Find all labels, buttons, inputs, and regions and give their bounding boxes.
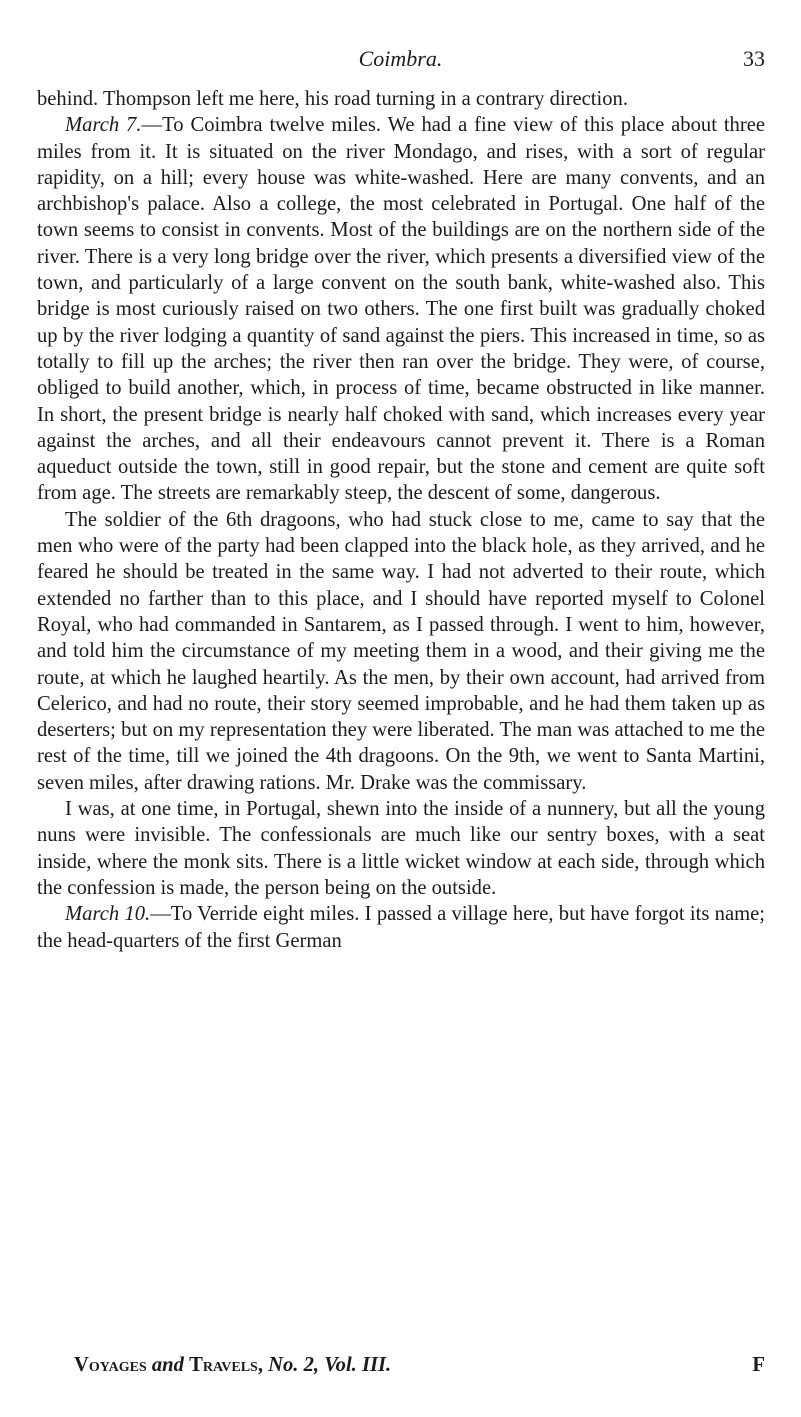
page-header — [0, 46, 801, 76]
paragraph-text: behind. Thompson left me here, his road turning in a contrary direction. — [37, 88, 628, 110]
paragraph-text: —To Verride eight miles. I passed a village here, but have forgot its name; the head-quarters of the first German — [37, 903, 765, 952]
paragraph — [37, 901, 765, 954]
paragraph-text: I was, at one time, in Portugal, shewn into the inside of a nunnery, but all the young nuns were invisible. The confessionals are much like our sentry boxes, with a seat inside, where the monk sits. There is a little wicket window at each side, through which the confession is made, the person being on the outside. — [37, 798, 765, 899]
paragraph-text: —To Coimbra twelve miles. We had a fine view of this place about three miles from it. It is situated on the river Mondago, and rises, with a sort of regular rapidity, on a hill; every house was white-washed. Here are many convents, and an archbishop's palace. Also a college, the most celebrated in Portugal. One half of the town seems to consist in convents. Most of the buildings are on the northern side of the river. There is a very long bridge over the river, which presents a diversified view of the town, and particularly of a large convent on the south bank, white-washed also. This bridge is most curiously raised on two others. The one first built was gradually choked up by the river lodging a quantity of sand against the piers. This increased in time, so as totally to fill up the arches; the river then ran over the bridge. They were, of course, obliged to build another, which, in process of time, became obstructed in like manner. In short, the present bridge is nearly half choked with sand, which increases every year against the arches, and all their endeavours cannot prevent it. There is a Roman aqueduct outside the town, still in good repair, but the stone and cement are quite soft from age. The streets are remarkably steep, the descent of some, dangerous. — [37, 114, 765, 505]
entry-date: March 7. — [65, 114, 142, 137]
paragraph — [37, 112, 765, 506]
paragraph — [37, 86, 765, 112]
series-title-b: Travels, — [189, 1354, 263, 1376]
series-imprint — [74, 1354, 391, 1377]
page-footer — [37, 1354, 765, 1382]
series-number: No. 2, — [268, 1354, 320, 1376]
entry-date: March 10. — [65, 903, 151, 926]
series-and: and — [151, 1354, 184, 1376]
paragraph-text: The soldier of the 6th dragoons, who had stuck close to me, came to say that the men who were of the party had been clapped into the black hole, as they arrived, and he feared he should be treated in the same way. I had not adverted to their route, which extended no farther than to this place, and I should have reported myself to Colonel Royal, who had commanded in Santarem, as I passed through. I went to him, however, and told him the circumstance of my meeting them in a wood, and their giving me the route, at which he laughed heartily. As the men, by their own account, had arrived from Celerico, and had no route, their story seemed improbable, and he had them taken up as deserters; but on my representation they were liberated. The man was attached to me the rest of the time, till we joined the 4th dragoons. On the 9th, we went to Santa Martini, seven miles, after drawing rations. Mr. Drake was the commissary. — [37, 508, 765, 794]
series-volume: Vol. III. — [324, 1354, 392, 1376]
running-head: Coimbra. — [358, 46, 443, 71]
page-number: 33 — [743, 46, 765, 71]
body-text — [37, 86, 765, 954]
series-title-a: Voyages — [74, 1354, 147, 1376]
paragraph — [37, 796, 765, 901]
signature-mark: F — [752, 1354, 765, 1376]
paragraph — [37, 507, 765, 796]
